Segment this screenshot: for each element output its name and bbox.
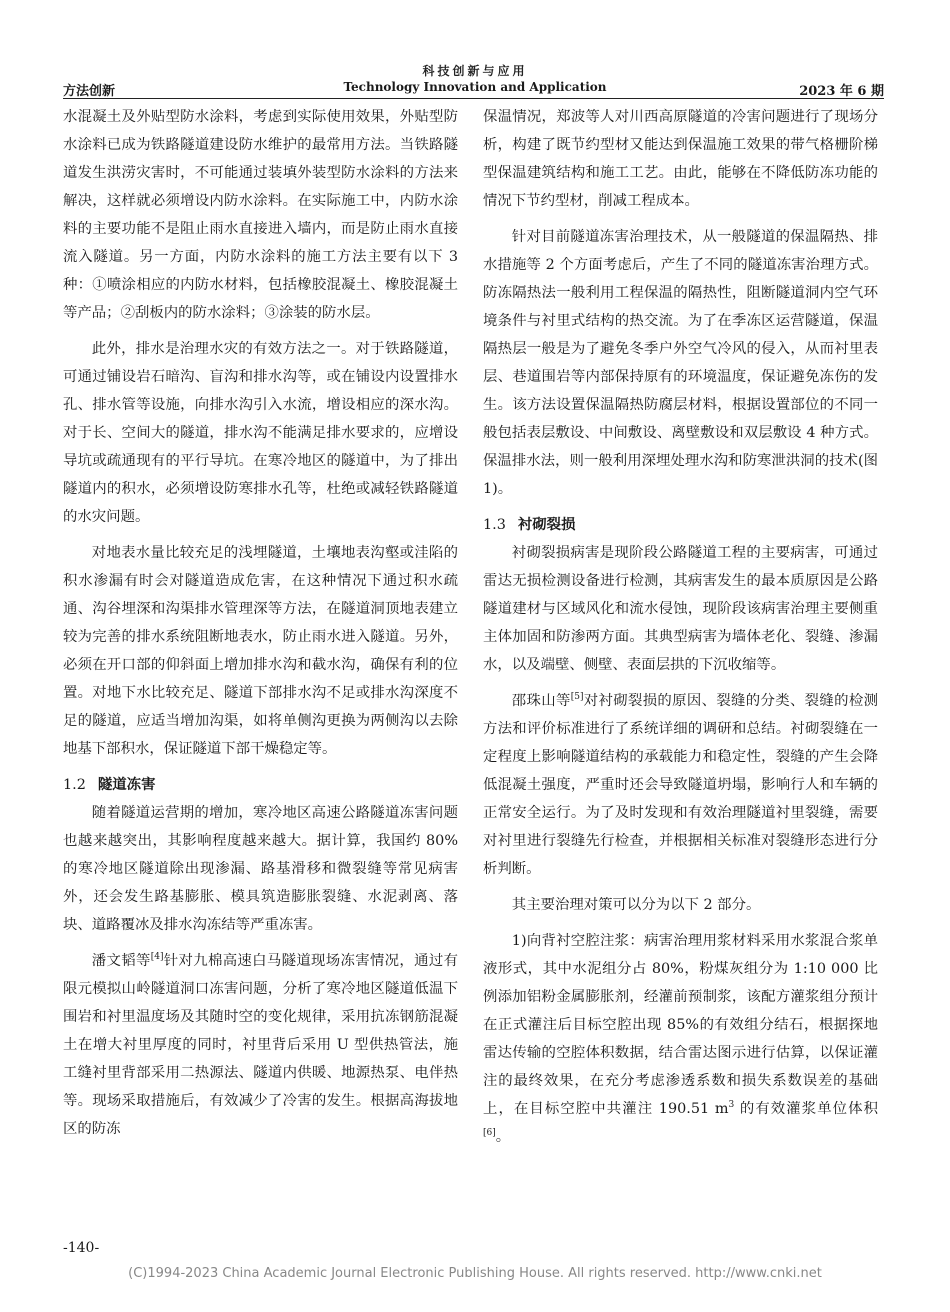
section-number: 1.3	[483, 517, 506, 533]
paragraph: 随着隧道运营期的增加，寒冷地区高速公路隧道冻害问题也越来越突出，其影响程度越来越大。据计算，我国约 80%的寒冷地区隧道除出现渗漏、路基滑移和微裂缝等常见病害外，还会发生路基膨胀、模具筑造膨胀裂缝、水泥剥离、落块、道路覆冰及排水沟冻结等严重冻害。	[63, 805, 458, 933]
right-column	[483, 103, 878, 1159]
page-number: -140-	[63, 1240, 100, 1256]
section-title: 衬砌裂损	[517, 517, 576, 533]
paragraph: 此外，排水是治理水灾的有效方法之一。对于铁路隧道，可通过铺设岩石暗沟、盲沟和排水沟等，或在铺设内设置排水孔、排水管等设施，向排水沟引入水流，增设相应的深水沟。对于长、空间大的隧道，排水沟不能满足排水要求的，应增设导坑或疏通现有的平行导坑。在寒冷地区的隧道中，为了排出隧道内的积水，必须增设防寒排水孔等，杜绝或减轻铁路隧道的水灾问题。	[63, 341, 458, 525]
section-number: 1.2	[63, 777, 86, 793]
paragraph: 其主要治理对策可以分为以下 2 部分。	[511, 897, 761, 913]
paragraph: 对地表水量比较充足的浅埋隧道，土壤地表沟壑或洼陷的积水渗漏有时会对隧道造成危害，在这种情况下通过积水疏通、沟谷埋深和沟渠排水管理深等方法，在隧道洞顶地表建立较为完善的排水系统阻断地表水，防止雨水进入隧道。另外，必须在开口部的仰斜面上增加排水沟和截水沟，确保有利的位置。对地下水比较充足、隧道下部排水沟不足或排水沟深度不足的隧道，应适当增加沟渠，如将单侧沟更换为两侧沟以去除地基下部积水，保证隧道下部干燥稳定等。	[63, 545, 458, 757]
section-heading-1-3	[483, 511, 878, 539]
journal-title-en: Technology Innovation and Application	[343, 80, 607, 94]
left-column	[63, 103, 458, 1151]
paragraph: 水混凝土及外贴型防水涂料，考虑到实际使用效果，外贴型防水涂料已成为铁路隧道建设防水维护的最常用方法。当铁路隧道发生洪涝灾害时，不可能通过装填外装型防水涂料的方法来解决，这样就必须增设内防水涂料。在实际施工中，内防水涂料的主要功能不是阻止雨水直接进入墙内，而是防止雨水直接流入隧道。另一方面，内防水涂料的施工方法主要有以下 3 种：①喷涂相应的内防水材料，包括橡胶混凝土、橡胶混凝土等产品；②刮板内的防水涂料；③涂装的防水层。	[63, 109, 458, 321]
journal-title: 科技创新与应用	[422, 64, 528, 78]
paragraph	[63, 947, 458, 1143]
citation-ref: [6]	[483, 1128, 496, 1139]
text-run: 1)向背衬空腔注浆：病害治理用浆材料采用水浆混合浆单液形式，其中水泥组分占 80%，粉煤灰组分为 1:10 000 比例添加铝粉金属膨胀剂，经灌前预制浆，该配方灌浆组分预计在正式灌注后目标空腔出现 85%的有效组分结石，根据探地雷达传输的空腔体积数据，结合雷达图示进行估算，以保证灌注的最终效果，在充分考虑渗透系数和损失系数误差的基础上，在目标空腔中共灌注 190.51 m	[483, 933, 878, 1117]
paragraph: 衬砌裂损病害是现阶段公路隧道工程的主要病害，可通过雷达无损检测设备进行检测，其病害发生的最本质原因是公路隧道建材与区域风化和流水侵蚀，现阶段该病害治理主要侧重主体加固和防渗两方面。其典型病害为墙体老化、裂缝、渗漏水，以及端壁、侧壁、表面层拱的下沉收缩等。	[483, 545, 878, 673]
paragraph	[483, 687, 878, 883]
text-run: 潘文韬等	[91, 953, 151, 969]
paragraph: 针对目前隧道冻害治理技术，从一般隧道的保温隔热、排水措施等 2 个方面考虑后，产生了不同的隧道冻害治理方式。防冻隔热法一般利用工程保温的隔热性，阻断隧道洞内空气环境条件与衬里式结构的热交流。为了在季冻区运营隧道，保温隔热层一般是为了避免冬季户外空气冷风的侵入，从而衬里表层、巷道围岩等内部保持原有的环境温度，保证避免冻伤的发生。该方法设置保温隔热防腐层材料，根据设置部位的不同一般包括表层敷设、中间敷设、离壁敷设和双层敷设 4 种方式。保温排水法，则一般利用深埋处理水沟和防寒泄洪洞的技术(图 1)。	[483, 229, 878, 497]
text-run: 对衬砌裂损的原因、裂缝的分类、裂缝的检测方法和评价标准进行了系统详细的调研和总结。衬砌裂缝在一定程度上影响隧道结构的承载能力和稳定性，裂缝的产生会降低混凝土强度，严重时还会导致隧道坍塌，影响行人和车辆的正常安全运行。为了及时发现和有效治理隧道衬里裂缝，需要对衬里进行裂缝先行检查，并根据相关标准对裂缝形态进行分析判断。	[483, 693, 878, 877]
section-heading-1-2	[63, 771, 458, 799]
citation-ref: [5]	[570, 692, 584, 703]
copyright-notice: (C)1994-2023 China Academic Journal Electronic Publishing House. All rights reserved. http://www.cnki.net	[128, 1266, 822, 1281]
text-run: 邵珠山等	[511, 693, 571, 709]
section-label: 方法创新	[63, 84, 116, 99]
text-run: 。	[495, 1129, 511, 1145]
paragraph: 保温情况，郑波等人对川西高原隧道的冷害问题进行了现场分析，构建了既节约型材又能达到保温施工效果的带气格栅阶梯型保温建筑结构和施工工艺。由此，能够在不降低防冻功能的情况下节约型材，削减工程成本。	[483, 109, 878, 209]
paragraph	[483, 927, 878, 1151]
header-divider	[63, 98, 884, 99]
text-run: 的有效灌浆单位体积	[734, 1101, 878, 1117]
text-run: 针对九棉高速白马隧道现场冻害情况，通过有限元模拟山岭隧道洞口冻害问题，分析了寒冷地区隧道低温下围岩和衬里温度场及其随时空的变化规律，采用抗冻钢筋混凝土在增大衬里厚度的同时，衬里背后采用 U 型供热管法，施工缝衬里背部采用二热源法、隧道内供暖、地源热泵、电伴热等。现场采取措施后，有效减少了冷害的发生。根据高海拔地区的防冻	[63, 953, 458, 1137]
citation-ref: [4]	[150, 952, 164, 963]
section-title: 隧道冻害	[97, 777, 156, 793]
unit-superscript: 3	[728, 1100, 735, 1111]
issue-label: 2023 年 6 期	[799, 84, 884, 99]
